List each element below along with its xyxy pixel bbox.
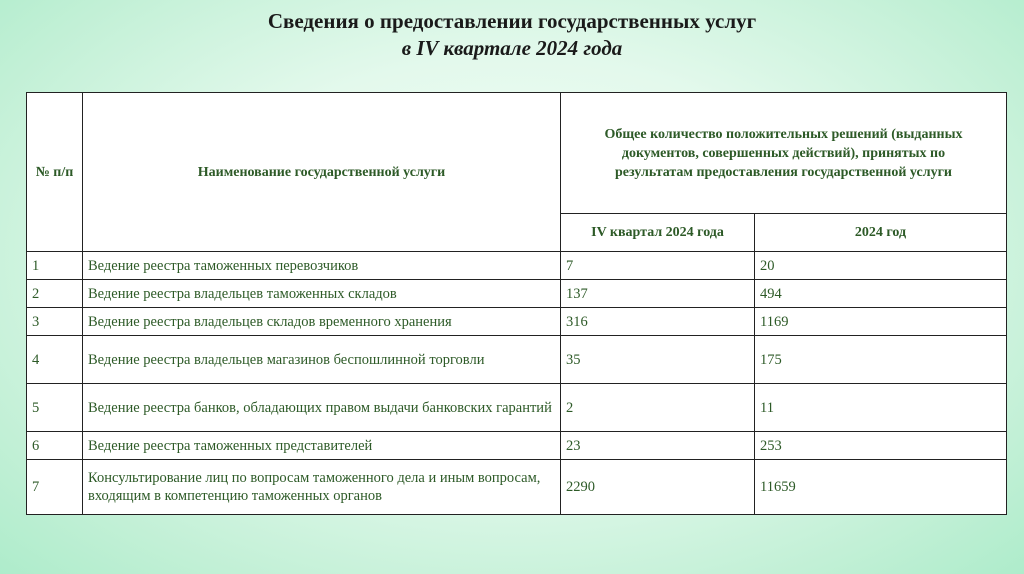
- row-num: 5: [27, 384, 83, 432]
- row-num: 4: [27, 336, 83, 384]
- title-line-1: Сведения о предоставлении государственных услуг: [267, 9, 757, 33]
- row-num: 3: [27, 308, 83, 336]
- row-name: Ведение реестра владельцев таможенных складов: [83, 280, 561, 308]
- header-total: Общее количество положительных решений (выданных документов, совершенных действий), принятых по результатам предоставления государственной услуги: [561, 93, 1007, 214]
- row-quarter: 137: [561, 280, 755, 308]
- row-quarter: 7: [561, 252, 755, 280]
- row-name: Консультирование лиц по вопросам таможенного дела и иным вопросам, входящим в компетенцию таможенных органов: [83, 460, 561, 515]
- row-num: 7: [27, 460, 83, 515]
- row-name: Ведение реестра банков, обладающих правом выдачи банковских гарантий: [83, 384, 561, 432]
- row-name: Ведение реестра владельцев складов временного хранения: [83, 308, 561, 336]
- row-quarter: 35: [561, 336, 755, 384]
- row-year: 11: [755, 384, 1007, 432]
- row-num: 1: [27, 252, 83, 280]
- services-table: [26, 92, 1007, 515]
- row-quarter: 2290: [561, 460, 755, 515]
- row-quarter: 2: [561, 384, 755, 432]
- table-row: [27, 432, 1007, 460]
- row-year: 494: [755, 280, 1007, 308]
- table-row: [27, 308, 1007, 336]
- table-row: [27, 252, 1007, 280]
- table-row: [27, 460, 1007, 515]
- row-year: 253: [755, 432, 1007, 460]
- row-name: Ведение реестра владельцев магазинов беспошлинной торговли: [83, 336, 561, 384]
- row-quarter: 316: [561, 308, 755, 336]
- row-quarter: 23: [561, 432, 755, 460]
- header-quarter: IV квартал 2024 года: [561, 214, 755, 252]
- row-year: 1169: [755, 308, 1007, 336]
- header-num: № п/п: [27, 93, 83, 252]
- table-row: [27, 280, 1007, 308]
- header-year: 2024 год: [755, 214, 1007, 252]
- row-name: Ведение реестра таможенных перевозчиков: [83, 252, 561, 280]
- row-name: Ведение реестра таможенных представителей: [83, 432, 561, 460]
- row-year: 20: [755, 252, 1007, 280]
- page-title: [0, 8, 1024, 62]
- table-row: [27, 384, 1007, 432]
- table-row: [27, 336, 1007, 384]
- title-line-2: в IV квартале 2024 года: [401, 36, 623, 60]
- row-num: 2: [27, 280, 83, 308]
- header-row-top: [27, 93, 1007, 214]
- row-num: 6: [27, 432, 83, 460]
- row-year: 175: [755, 336, 1007, 384]
- row-year: 11659: [755, 460, 1007, 515]
- header-name: Наименование государственной услуги: [83, 93, 561, 252]
